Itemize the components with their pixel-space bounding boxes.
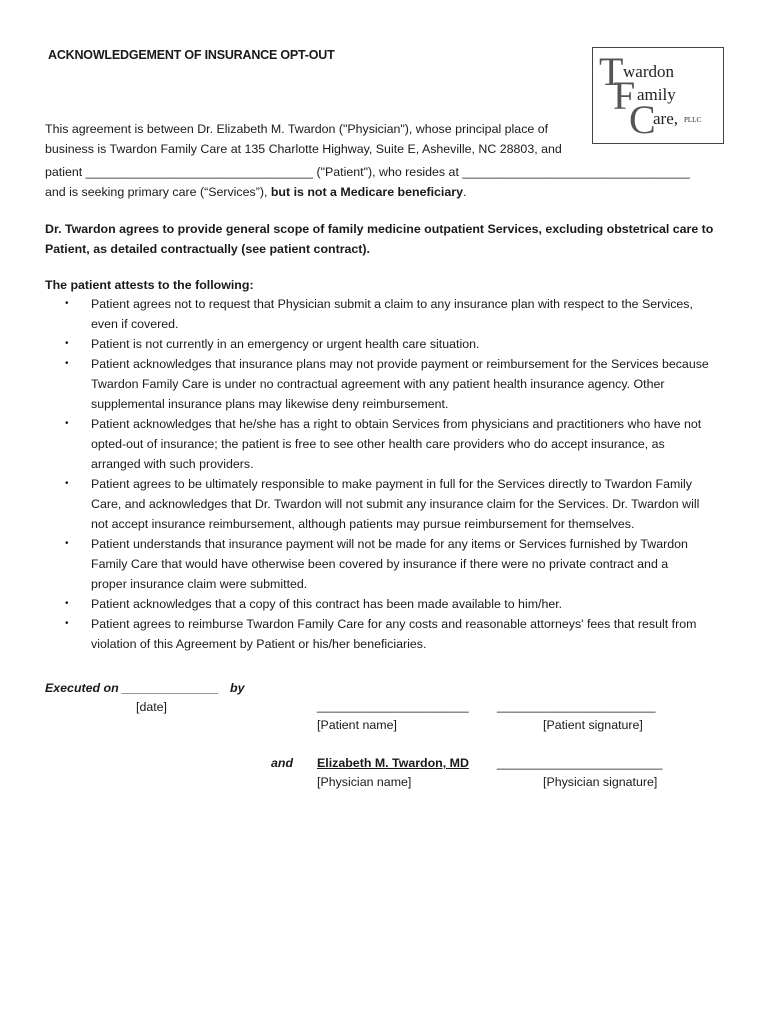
list-item-line: not accept insurance reimbursement, although patients may pursue reimbursement for themselves. bbox=[91, 517, 635, 531]
physician-name: Elizabeth M. Twardon, MD bbox=[317, 756, 469, 770]
date-label: [date] bbox=[136, 700, 168, 714]
bullet-icon: • bbox=[65, 418, 69, 429]
intro-line-4 bbox=[45, 182, 735, 202]
patient-name-line: ______________________ bbox=[317, 699, 469, 713]
intro-paragraph bbox=[45, 119, 735, 202]
list-item-line: Care, and acknowledges that Dr. Twardon will not submit any insurance claim for the Services. Dr. Twardon will bbox=[91, 497, 700, 511]
patient-name-label: [Patient name] bbox=[317, 718, 397, 732]
scope-paragraph bbox=[45, 219, 735, 259]
physician-signature-label: [Physician signature] bbox=[543, 775, 658, 789]
logo-pllc: PLLC bbox=[684, 116, 702, 124]
attest-heading: The patient attests to the following: bbox=[45, 278, 254, 292]
document-title: ACKNOWLEDGEMENT OF INSURANCE OPT-OUT bbox=[48, 48, 335, 62]
list-item-line: Patient is not currently in an emergency or urgent health care situation. bbox=[91, 337, 480, 351]
patient-signature-label: [Patient signature] bbox=[543, 718, 643, 732]
physician-signature-line: ________________________ bbox=[497, 756, 663, 770]
list-item bbox=[45, 334, 735, 354]
list-item bbox=[45, 474, 735, 534]
bullet-icon: • bbox=[65, 618, 69, 629]
list-item-line: Patient acknowledges that he/she has a right to obtain Services from physicians and practitioners who have not bbox=[91, 417, 702, 431]
list-item bbox=[45, 354, 735, 414]
by-label: by bbox=[230, 681, 245, 695]
intro-line-2: business is Twardon Family Care at 135 Charlotte Highway, Suite E, Asheville, NC 28803, and bbox=[45, 142, 562, 156]
list-item-line: arranged with such providers. bbox=[91, 457, 254, 471]
bullet-icon: • bbox=[65, 478, 69, 489]
list-item-line: Patient agrees to reimburse Twardon Family Care for any costs and reasonable attorneys' fees that result from bbox=[91, 617, 697, 631]
list-item-line: Patient understands that insurance payment will not be made for any items or Services furnished by Twardon bbox=[91, 537, 688, 551]
list-item bbox=[45, 294, 735, 334]
and-label: and bbox=[271, 756, 294, 770]
intro-line-4-period: . bbox=[462, 185, 467, 199]
list-item-line: supplemental insurance plans may likewise deny reimbursement. bbox=[91, 397, 449, 411]
list-item-line: Twardon Family Care is under no contractual agreement with any patient health insurance agency. Other bbox=[91, 377, 665, 391]
list-item-line: Family Care that would have otherwise been covered by insurance if there were no private contract and a bbox=[91, 557, 669, 571]
bullet-icon: • bbox=[65, 358, 69, 369]
list-item-line: Patient acknowledges that a copy of this contract has been made available to him/her. bbox=[91, 597, 563, 611]
list-item bbox=[45, 614, 735, 654]
list-item bbox=[45, 414, 735, 474]
patient-signature-line: _______________________ bbox=[497, 699, 656, 713]
scope-line-2: Patient, as detailed contractually (see patient contract). bbox=[45, 242, 371, 256]
list-item-line: Patient agrees to be ultimately responsible to make payment in full for the Services directly to Twardon Family bbox=[91, 477, 692, 491]
list-item bbox=[45, 534, 735, 594]
logo-word-are: are, bbox=[653, 109, 679, 128]
scope-line-1: Dr. Twardon agrees to provide general scope of family medicine outpatient Services, excluding obstetrical care to bbox=[45, 222, 714, 236]
bullet-icon: • bbox=[65, 298, 69, 309]
medicare-statement: but is not a Medicare beneficiary bbox=[270, 185, 463, 199]
intro-line-1: This agreement is between Dr. Elizabeth M. Twardon ("Physician"), whose principal place of bbox=[45, 122, 549, 136]
list-item-line: proper insurance claim were submitted. bbox=[91, 577, 308, 591]
list-item-line: even if covered. bbox=[91, 317, 179, 331]
list-item-line: violation of this Agreement by Patient or his/her beneficiaries. bbox=[91, 637, 427, 651]
logo-letter-f: F bbox=[613, 73, 636, 118]
logo-letter-t: T bbox=[599, 49, 624, 94]
list-item bbox=[45, 594, 735, 614]
list-item-line: Patient agrees not to request that Physician submit a claim to any insurance plan with respect to the Services, bbox=[91, 297, 693, 311]
list-item-line: Patient acknowledges that insurance plans may not provide payment or reimbursement for the Services because bbox=[91, 357, 709, 371]
physician-name-label: [Physician name] bbox=[317, 775, 412, 789]
bullet-icon: • bbox=[65, 598, 69, 609]
logo-word-wardon: wardon bbox=[623, 62, 674, 81]
executed-on-line: Executed on ______________ bbox=[45, 681, 219, 695]
bullet-icon: • bbox=[65, 338, 69, 349]
logo-letter-c: C bbox=[629, 97, 656, 142]
bullet-icon: • bbox=[65, 538, 69, 549]
attestation-list bbox=[45, 294, 735, 654]
intro-line-3: patient _________________________________ ("Patient"), who resides at _________________________________ bbox=[45, 165, 690, 179]
list-item-line: opted-out of insurance; the patient is free to see other health care providers who do accept insurance, as bbox=[91, 437, 665, 451]
logo-word-amily: amily bbox=[637, 85, 676, 104]
intro-line-4-text: and is seeking primary care (“Services”), bbox=[45, 185, 271, 199]
